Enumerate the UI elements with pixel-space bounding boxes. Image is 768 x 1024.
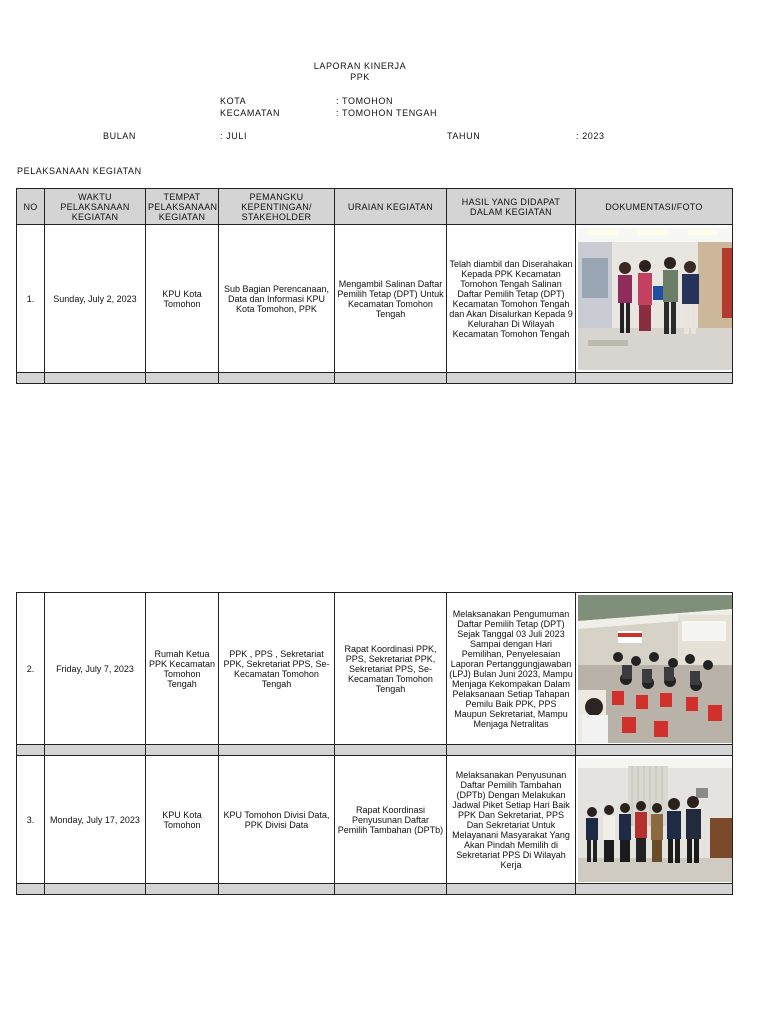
- photo-meeting-room: [578, 595, 732, 743]
- row-pemangku: KPU Tomohon Divisi Data, PPK Divisi Data: [219, 756, 335, 884]
- bulan-value: : JULI: [220, 131, 248, 141]
- spacer-row: [17, 745, 733, 756]
- tahun-value: : 2023: [576, 131, 605, 141]
- row-uraian: Rapat Koordinasi Penyusunan Daftar Pemilih Tambahan (DPTb): [335, 756, 447, 884]
- row-hasil: Telah diambil dan Diserahakan Kepada PPK Kecamatan Tomohon Tengah Salinan Daftar Pemilih Tetap (DPT) Kecamatan Tomohon Tengah dan Akan Disalurkan Kepada 9 Kelurahan Di Wilayah Kecamatan Tomohon Tengah: [447, 225, 576, 373]
- table-row: [17, 593, 733, 745]
- kecamatan-label: KECAMATAN: [220, 108, 281, 118]
- report-subtitle: PPK: [350, 72, 370, 82]
- col-header-no: NO: [17, 189, 45, 225]
- kecamatan-value: : TOMOHON TENGAH: [336, 108, 438, 118]
- col-header-tempat: TEMPAT PELAKSANAAN KEGIATAN: [146, 189, 219, 225]
- row-no: 3.: [17, 756, 45, 884]
- col-header-pemangku: PEMANGKU KEPENTINGAN/ STAKEHOLDER: [219, 189, 335, 225]
- tahun-label: TAHUN: [447, 131, 481, 141]
- col-header-dokumentasi: DOKUMENTASI/FOTO: [576, 189, 733, 225]
- row-tempat: Rumah Ketua PPK Kecamatan Tomohon Tengah: [146, 593, 219, 745]
- row-pemangku: Sub Bagian Perencanaan, Data dan Informasi KPU Kota Tomohon, PPK: [219, 225, 335, 373]
- table-row: [17, 756, 733, 884]
- row-waktu: Monday, July 17, 2023: [45, 756, 146, 884]
- col-header-uraian: URAIAN KEGIATAN: [335, 189, 447, 225]
- row-no: 2.: [17, 593, 45, 745]
- bulan-label: BULAN: [103, 131, 137, 141]
- row-waktu: Sunday, July 2, 2023: [45, 225, 146, 373]
- row-waktu: Friday, July 7, 2023: [45, 593, 146, 745]
- row-hasil: Melaksanakan Pengumuman Daftar Pemilih Tetap (DPT) Sejak Tanggal 03 Juli 2023 Sampai dengan Hari Pemilihan, Penyelesaian Laporan Pertanggungjawaban (LPJ) Bulan Juni 2023, Mampu Menjaga Kekompakan Dalam Pelaksanaan Setiap Tahapan Pemilu Baik PPK, PPS Maupun Sekretariat, Mampu Menjaga Netralitas: [447, 593, 576, 745]
- photo-group-standing: [578, 758, 732, 882]
- report-table-1: [16, 188, 733, 384]
- row-tempat: KPU Kota Tomohon: [146, 225, 219, 373]
- report-title: LAPORAN KINERJA: [313, 61, 407, 71]
- table-row: [17, 225, 733, 373]
- col-header-waktu: WAKTU PELAKSANAAN KEGIATAN: [45, 189, 146, 225]
- row-no: 1.: [17, 225, 45, 373]
- kota-value: : TOMOHON: [336, 96, 394, 106]
- col-header-hasil: HASIL YANG DIDAPAT DALAM KEGIATAN: [447, 189, 576, 225]
- row-photo-cell: [576, 225, 733, 373]
- row-hasil: Melaksanakan Penyusunan Daftar Pemilih Tambahan (DPTb) Dengan Melakukan Jadwal Piket Setiap Hari Baik PPK Dan Sekretariat, PPS Dan Sekretariat Untuk Melayanani Masyarakat Yang Akan Pindah Memilih di Sekretariat PPS Di Wilayah Kerja: [447, 756, 576, 884]
- row-pemangku: PPK , PPS , Sekretariat PPK, Sekretariat PPS, Se-Kecamatan Tomohon Tengah: [219, 593, 335, 745]
- row-photo-cell: [576, 593, 733, 745]
- kota-label: KOTA: [220, 96, 247, 106]
- photo-office-handover: [578, 228, 732, 370]
- report-table-2: [16, 592, 733, 895]
- section-title: PELAKSANAAN KEGIATAN: [17, 166, 142, 176]
- row-photo-cell: [576, 756, 733, 884]
- row-uraian: Mengambil Salinan Daftar Pemilih Tetap (DPT) Untuk Kecamatan Tomohon Tengah: [335, 225, 447, 373]
- spacer-row: [17, 884, 733, 895]
- spacer-row: [17, 373, 733, 384]
- row-tempat: KPU Kota Tomohon: [146, 756, 219, 884]
- table-header-row: [17, 189, 733, 225]
- row-uraian: Rapat Koordinasi PPK, PPS, Sekretariat PPK, Sekretariat PPS, Se-Kecamatan Tomohon Tengah: [335, 593, 447, 745]
